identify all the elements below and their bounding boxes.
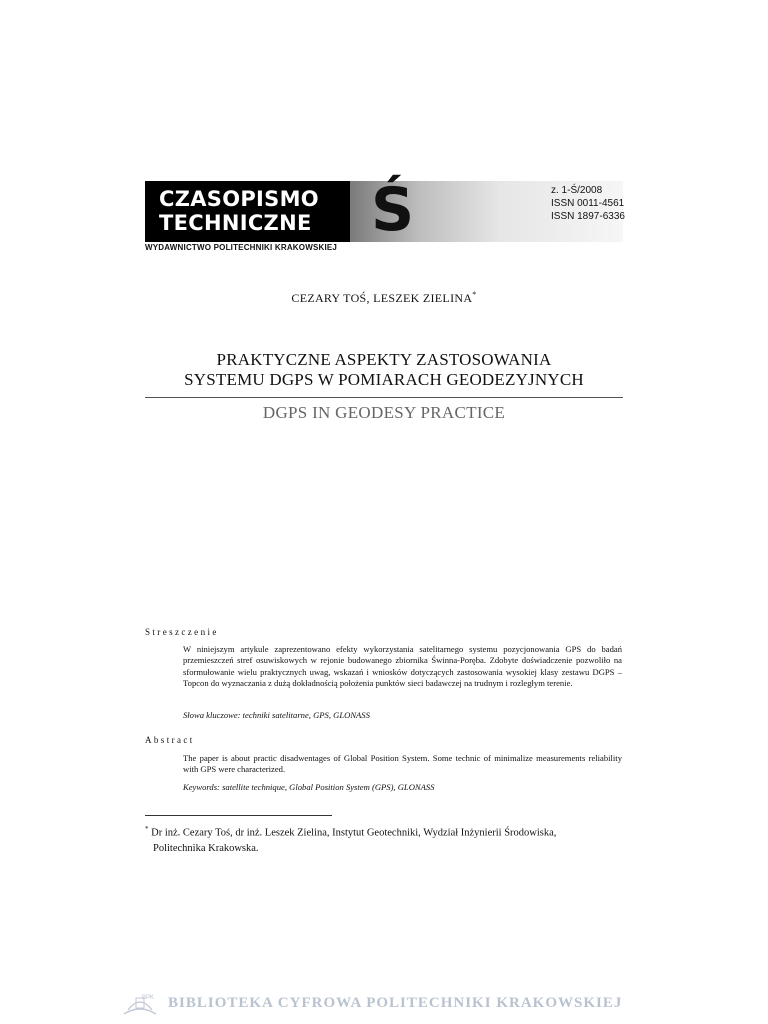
footnote-mark: * [145, 825, 149, 833]
journal-name-line2: TECHNICZNE [159, 211, 312, 235]
issue-number: z. 1-Ś/2008 [551, 185, 603, 196]
series-letter: Ś [371, 175, 415, 245]
footnote-line1: Dr inż. Cezary Toś, dr inż. Leszek Zielina, Instytut Geotechniki, Wydział Inżynierii Środowiska, [148, 827, 557, 839]
publisher-name: WYDAWNICTWO POLITECHNIKI KRAKOWSKIEJ [145, 243, 338, 252]
journal-masthead [145, 175, 625, 256]
masthead-title-block [145, 181, 350, 242]
issue-info [551, 184, 625, 223]
streszczenie-heading: Streszczenie [145, 627, 219, 637]
library-watermark [120, 990, 650, 1020]
abstract-keywords: Keywords: satellite technique, Global Position System (GPS), GLONASS [183, 782, 435, 792]
author-affiliation-footnote [145, 822, 623, 856]
author-names: CEZARY TOŚ, LESZEK ZIELINA [291, 291, 473, 305]
library-logo-icon [120, 990, 160, 1018]
title-divider [145, 397, 623, 398]
journal-name-line1: CZASOPISMO [159, 187, 319, 211]
streszczenie-body: W niniejszym artykule zaprezentowano efekty wykorzystania satelitarnego systemu pozycjonowania GPS do badań przemieszczeń stref osuwiskowych w rejonie budowanego zbiornika Świnna-Poręba. Zdobyte doświadczenie pozwoliło na sformułowanie wielu praktycznych uwag, wskazań i wniosków dotyczących zastosowania wysokiej klasy zestawu DGPS – Topcon do wyznaczania z dużą dokładnością położenia punktów sieci badawczej na trudnym i rozległym terenie. [183, 644, 622, 689]
title-line1: PRAKTYCZNE ASPEKTY ZASTOSOWANIA [216, 350, 552, 369]
title-line2: SYSTEMU DGPS W POMIARACH GEODEZYJNYCH [184, 370, 584, 389]
author-line [0, 290, 768, 306]
footnote-line2: Politechnika Krakowska. [153, 842, 259, 854]
issn-print: ISSN 0011-4561 [551, 198, 625, 209]
footnote-divider [145, 815, 332, 816]
author-footnote-mark: * [472, 290, 477, 299]
english-title: DGPS IN GEODESY PRACTICE [262, 403, 506, 422]
abstract-body: The paper is about practic disadwentages of Global Position System. Some technic of minimalize measurements reliability with GPS were characterized. [183, 753, 622, 775]
abstract-heading: Abstract [145, 735, 195, 745]
streszczenie-keywords: Słowa kluczowe: techniki satelitarne, GPS, GLONASS [183, 710, 370, 720]
paper-title [145, 350, 623, 390]
library-logo-text: BPK [142, 995, 155, 1001]
library-name: BIBLIOTEKA CYFROWA POLITECHNIKI KRAKOWSKIEJ [168, 995, 623, 1011]
issn-online: ISSN 1897-6336 [551, 211, 625, 222]
